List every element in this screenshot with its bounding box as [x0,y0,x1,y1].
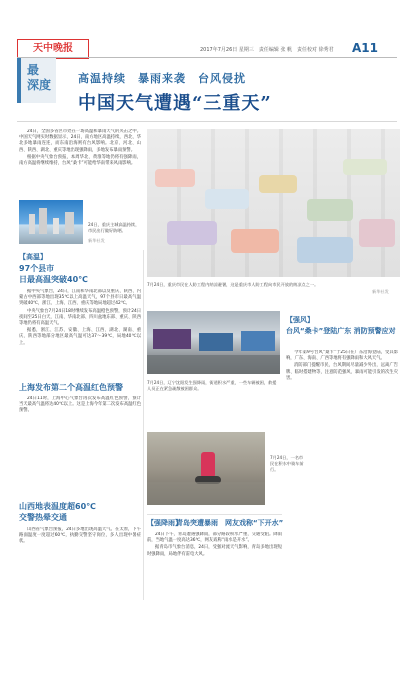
heat-paragraph: 据中央气象台，24日，江南和华南北部以及重庆、陕西、内蒙古中西部等地出现35℃以上高温天气，97个县市日最高气温突破40℃，浙江、上海、江西、重庆等地局地超过42℃。 [19,289,141,307]
section-tag-rain: 【强降雨】 [147,519,182,527]
column-divider [143,250,144,600]
section-tag-heat: 【高温】 [19,253,47,261]
typhoon-paragraph: 今年第9号台风“桑卡”于25日在广东沿海登陆，受其影响，广东、海南、广西等地将有强降雨和大风天气。 [286,350,398,362]
rain-text [147,532,282,612]
section-divider [147,514,282,515]
shanxi-subhead-line2: 交警热晕交通 [19,513,67,522]
rain-subhead: 青岛突遭暴雨 网友戏称“下开水” [176,519,284,527]
trucks-photo-caption: 7月24日，辽宁沈阳发生强降雨，街道积水严重，一些车辆被困，救援人员正在紧急疏散被困群众。 [147,380,277,391]
main-photo-caption: 7月24日，重庆市民在人防工程内纳凉避暑，这是重庆市人防工程向市民开放的纳凉点之一。 [147,282,319,287]
flood-trucks-photo [147,311,280,374]
section-tag-wind: 【强风】 [286,316,314,324]
lead-text [19,129,141,197]
shanxi-text [19,527,141,607]
page-title: 中国天气遭遇“三重天” [78,93,272,114]
city-photo-caption: 24日，重庆主城高温持续，市民出行做好防晒。 [88,222,140,233]
heat-paragraph: 中央气象台7月24日18时继续发布高温橙色预警，预计24日夜间至25日白天，江南、华南北部、四川盆地东部、重庆、陕西等地仍将有高温天气。 [19,308,141,327]
headline-kicker: 高温持续 暴雨来袭 台风侵扰 [78,72,246,85]
heat-text [19,289,141,369]
shanxi-subhead-line1: 山西地表温度超60℃ [19,502,96,511]
heat-paragraph: 据悉，浙江、江苏、安徽、上海、江西、湖北、湖南、重庆、陕西等地部分地区最高气温可达37～39℃，局地40℃以上。 [19,328,141,346]
shanghai-paragraph: 24日11时，上海中心气象台再次发布高温红色预警，预计当天最高气温将达40℃以上。这是上海今年第二次发布高温红色预警。 [19,396,141,414]
main-news-photo [147,129,400,277]
column-tag-line1: 最 [27,63,40,77]
lead-paragraph: 根据中央气象台预报，本周华北、黄淮等地仍将有强降雨，南方高温将继续维持，台风“桑卡”可能给华南带来风雨影响。 [19,154,141,167]
column-tag-line2: 深度 [27,78,52,92]
shanghai-subhead: 上海发布第二个高温红色预警 [19,383,123,392]
column-tag [17,57,56,103]
page-number: A11 [352,41,378,55]
heat-subhead-line1: 97个县市 [19,264,55,273]
newspaper-logo: 天中晚报 [17,39,89,59]
masthead-rule [17,57,397,58]
shanghai-text [19,396,141,446]
city-heat-photo [19,200,83,244]
rain-photo-caption: 7月24日，一名市民在积水中骑车前行。 [270,455,304,472]
typhoon-subhead: 台风“桑卡”登陆广东 消防预警应对 [286,327,396,335]
shanxi-paragraph: 山西省气象台预报，24日多地出现高温天气。在太原，下午路面温度一度超过60℃，执勤交警坚守岗位，多人出现中暑症状。 [19,527,141,545]
headline-rule [17,121,397,122]
typhoon-text [286,350,398,600]
rain-paragraph: 24日下午，青岛遭遇强降雨，部分路段积水严重，交通受阻。降雨前，当地气温一度高达36℃，网友戏称“雨水是开水”。 [147,532,282,544]
typhoon-paragraph: 消防部门提醒市民，台风期间尽量减少外出，远离广告牌、临时搭建物等，注意防范强风、暴雨可能引发的次生灾害。 [286,363,398,381]
main-photo-credit: 新华社发 [372,289,389,294]
rain-street-photo [147,432,265,505]
rain-paragraph: 据青岛市气象台消息，24日，受强对流天气影响，青岛多地出现短时强降雨，局地伴有雷电大风。 [147,545,282,557]
city-photo-credit: 新华社发 [88,238,105,243]
issue-date-line: 2017年7月26日 星期三 责任编辑 张 帆 责任校对 徐秀君 [200,47,334,53]
lead-paragraph: 24日，全国多省区市处在一场高温和暴雨天气的夹击之中。中国天气网实时数据显示，24日，南方地区高温持续，西北、华北多地暴雨连连，而东南沿海则有台风影响。北京、河北、山西、陕西、湖北、重庆等地出现强降雨，多地发布暴雨预警。 [19,129,141,153]
heat-subhead-line2: 日最高温突破40℃ [19,275,88,284]
